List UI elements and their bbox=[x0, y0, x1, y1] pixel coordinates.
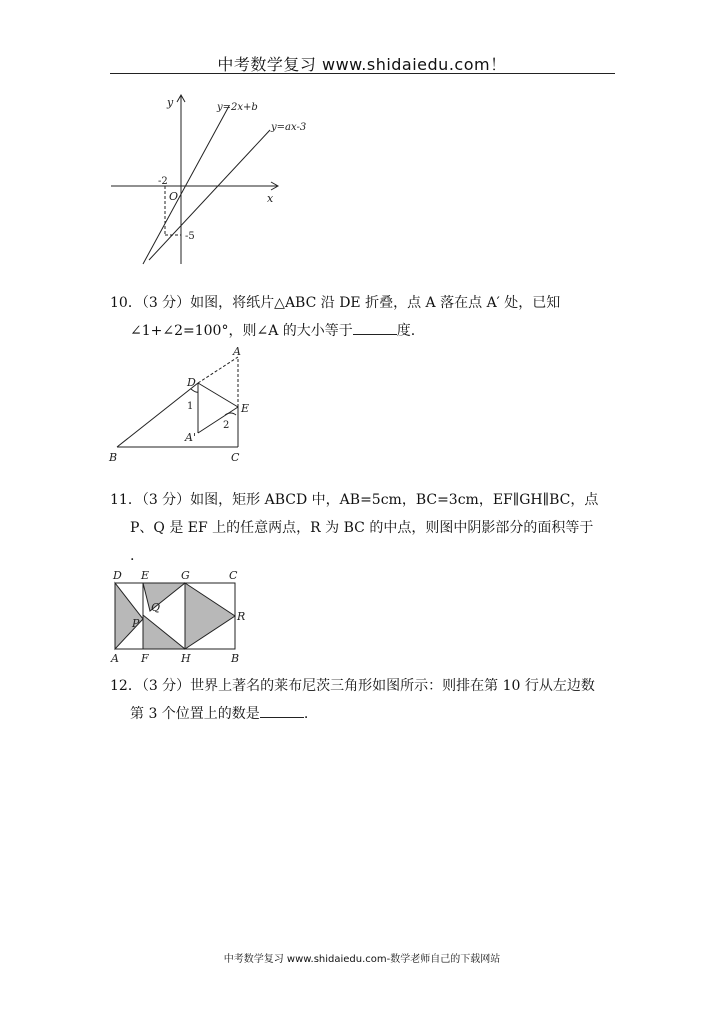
q10-line2-text: ∠1+∠2=100°，则∠A 的大小等于 bbox=[130, 323, 353, 339]
point-A-label: A bbox=[233, 345, 241, 358]
figure-linear-functions bbox=[105, 92, 320, 272]
q10-line2 bbox=[110, 317, 615, 345]
q12-line2-text: 第 3 个位置上的数是 bbox=[130, 706, 260, 722]
page-header: 中考数学复习 www.shidaiedu.com！ bbox=[217, 55, 507, 74]
dashed-DA bbox=[198, 357, 238, 383]
point-D-label: D bbox=[113, 569, 122, 582]
header-rule bbox=[110, 73, 615, 74]
line2-label: y=ax-3 bbox=[271, 122, 307, 133]
point-D-label: D bbox=[187, 376, 196, 389]
point-Q-label: Q bbox=[151, 601, 161, 614]
question-12 bbox=[110, 672, 615, 728]
point-H-label: H bbox=[181, 652, 191, 665]
point-R-label: R bbox=[237, 610, 246, 623]
point-B-label: B bbox=[231, 652, 240, 665]
q12-line2 bbox=[110, 700, 615, 728]
q10-answer-blank bbox=[353, 320, 397, 335]
point-A-label: A bbox=[111, 652, 119, 665]
page-footer: 中考数学复习 www.shidaiedu.com-数学老师自己的下载网站 bbox=[223, 954, 501, 965]
question-10 bbox=[110, 289, 615, 345]
point-C-label: C bbox=[231, 451, 240, 464]
point-P-label: P bbox=[132, 617, 140, 630]
point-G-label: G bbox=[181, 569, 190, 582]
line1-label: y=2x+b bbox=[217, 102, 258, 113]
point-E-label: E bbox=[241, 402, 250, 415]
point-B-label: B bbox=[109, 451, 118, 464]
q12-answer-blank bbox=[260, 703, 304, 718]
origin-label: O bbox=[169, 190, 179, 203]
q11-line1: 11．（3 分）如图，矩形 ABCD 中，AB=5cm，BC=3cm，EF∥GH∥BC，点 bbox=[110, 492, 599, 508]
question-11 bbox=[110, 486, 615, 570]
point-F-label: F bbox=[141, 652, 149, 665]
q12-line1: 12．（3 分）世界上著名的莱布尼茨三角形如图所示：则排在第 10 行从左边数 bbox=[110, 678, 595, 694]
q11-line2: P、Q 是 EF 上的任意两点，R 为 BC 的中点，则图中阴影部分的面积等于 bbox=[130, 520, 594, 536]
fold-ApE bbox=[198, 407, 238, 433]
figure-triangle-fold bbox=[105, 345, 265, 467]
shaded-triangle-middle-top bbox=[143, 583, 185, 611]
q10-line1: 10．（3 分）如图，将纸片△ABC 沿 DE 折叠，点 A 落在点 A′ 处，已知 bbox=[110, 295, 561, 311]
shaded-triangle-middle-bottom bbox=[143, 615, 185, 649]
x-axis-label: x bbox=[267, 192, 274, 205]
tick-neg5-label: -5 bbox=[185, 231, 195, 242]
point-E-label: E bbox=[141, 569, 150, 582]
line-y-ax-minus-3 bbox=[149, 130, 270, 260]
q10-line2-end: 度. bbox=[396, 323, 416, 339]
point-Ap-label: A' bbox=[185, 431, 196, 444]
point-C-label: C bbox=[229, 569, 238, 582]
fold-DE bbox=[198, 383, 238, 407]
figure-rectangle-shaded bbox=[105, 567, 255, 665]
y-axis-label: y bbox=[167, 96, 174, 109]
tick-neg2-label: -2 bbox=[158, 176, 168, 187]
q12-line2-end: . bbox=[303, 706, 309, 722]
q11-line3: . bbox=[130, 548, 135, 564]
shaded-triangle-right bbox=[185, 583, 235, 649]
shaded-triangle-left bbox=[115, 583, 143, 649]
angle2-label: 2 bbox=[223, 420, 230, 431]
angle1-label: 1 bbox=[187, 401, 194, 412]
angle1-arc bbox=[191, 389, 198, 392]
